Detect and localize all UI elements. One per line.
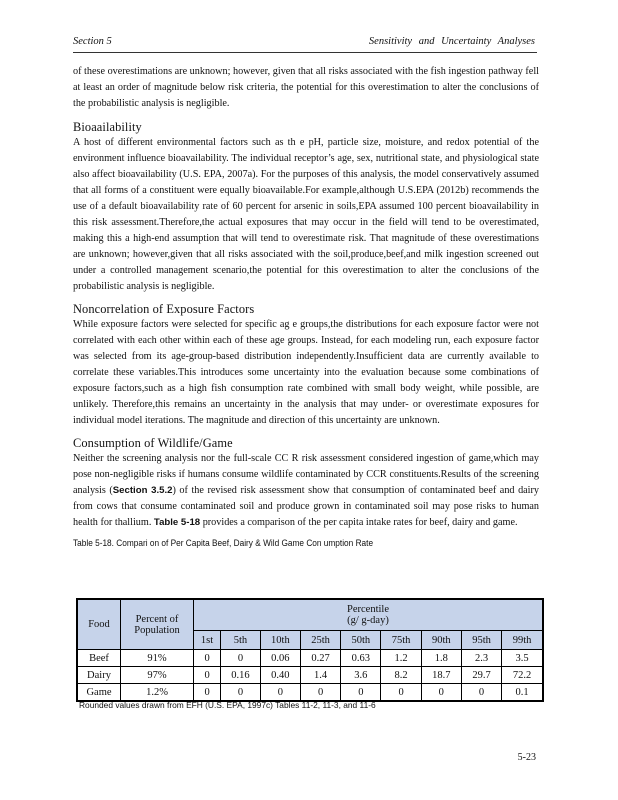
percentile-header: 5th (221, 631, 261, 650)
food-cell: Game (77, 684, 121, 702)
food-cell: Dairy (77, 667, 121, 684)
value-cell: 2.3 (461, 650, 501, 667)
value-cell: 1.4 (300, 667, 340, 684)
table-reference: Table 5-18 (153, 517, 201, 528)
food-cell: Beef (77, 650, 121, 667)
table-row (77, 667, 543, 684)
wildlife-text-b: ) of the revised risk assessment show that consumption of contaminated beef and dairy from cows that consume contaminated soil and produce grown in contaminated soil may pose risks to human health for thallium. (73, 485, 540, 528)
value-cell: 0.63 (341, 650, 381, 667)
table-caption: Table 5-18. Compari on of Per Capita Beef, Dairy & Wild Game Con umption Rate (73, 538, 374, 548)
wildlife-paragraph (73, 451, 539, 531)
value-cell: 8.2 (381, 667, 421, 684)
table-row (77, 650, 543, 667)
heading-bioavailability: Bioaailability (73, 120, 142, 134)
percentile-header: 50th (341, 631, 381, 650)
intake-rate-table (76, 598, 544, 702)
col-percentile: Percentile (347, 604, 389, 615)
value-cell: 0 (194, 667, 221, 684)
value-cell: 0 (421, 684, 461, 702)
heading-wildlife-game: Consumption of Wildlife/Game (73, 436, 233, 450)
header-rule (73, 52, 537, 53)
value-cell: 1.8 (421, 650, 461, 667)
value-cell: 0 (381, 684, 421, 702)
value-cell: 0 (221, 684, 261, 702)
value-cell: 0.06 (260, 650, 300, 667)
value-cell: 0 (194, 650, 221, 667)
percent-cell: 97% (121, 667, 194, 684)
percent-cell: 1.2% (121, 684, 194, 702)
percentile-header: 10th (260, 631, 300, 650)
section-reference: Section 3.5.2 (112, 485, 173, 496)
header-title: Sensitivity and Uncertainty Analyses (368, 36, 535, 47)
header-section: Section 5 (73, 36, 112, 47)
page-number: 5-23 (517, 752, 536, 763)
bioavailability-paragraph: A host of different environmental factors such as th e pH, particle size, moisture, and redox potential of the environment influence bioavailability. The individual receptor’s age, sex, nutritional state, and physiological state also affect bioavailability (U.S. EPA, 2007a). For the purposes of this analysis, the model conservatively assumed that all forms of a constituent were equally bioavailable.For example,although U.S.EPA (2012b) recommends the use of a default bioavailability rate of 60 percent for arsenic in soils,EPA assumed 100 percent bioavailability in this risk assessment.Therefore,the actual exposures that may occur in the field will tend to be overestimated, making this a high-end assumption that will tend to overestimate risk. That magnitude of these overestimations are unknown; however,given that all risks associated with the soil,produce,beef,and milk ingestion screened out under a controlled management scenario,the potential for this overestimation to alter the conclusions of the probabilistic analysis is negligible. (73, 137, 539, 292)
wildlife-text-c: provides a comparison of the per capita intake rates for beef, dairy and game. (202, 517, 518, 528)
table-footnote: Rounded values drawn from EFH (U.S. EPA, 1997c) Tables 11-2, 11-3, and 11-6 (79, 700, 376, 710)
col-percentile-group (194, 599, 544, 631)
page-body (73, 64, 539, 549)
value-cell: 0.40 (260, 667, 300, 684)
value-cell: 18.7 (421, 667, 461, 684)
value-cell: 3.5 (502, 650, 543, 667)
value-cell: 0 (221, 650, 261, 667)
value-cell: 0 (260, 684, 300, 702)
value-cell: 1.2 (381, 650, 421, 667)
value-cell: 0.1 (502, 684, 543, 702)
value-cell: 0 (194, 684, 221, 702)
noncorrelation-paragraph: While exposure factors were selected for specific ag e groups,the distributions for each exposure factor were not correlated with each other within each of these age groups. Instead, for each modeling run, each exposure factor was selected from its age-group-based distribution independently.Insufficient data are currently available to correlate these variables.This introduces some uncertainty into the evaluation because some combinations of exposure factors,such as a high fish consumption rate combined with small body weight, while possible, are unlikely. Therefore,this remains an uncertainty in the analysis that may under- or overestimate exposures for individual model iterations. The magnitude and direction of this uncertainty are unknown. (73, 319, 539, 426)
value-cell: 0.27 (300, 650, 340, 667)
value-cell: 0 (461, 684, 501, 702)
value-cell: 72.2 (502, 667, 543, 684)
value-cell: 3.6 (341, 667, 381, 684)
percentile-header: 99th (502, 631, 543, 650)
percent-cell: 91% (121, 650, 194, 667)
table-row (77, 684, 543, 702)
percentile-header: 1st (194, 631, 221, 650)
running-header (73, 36, 535, 50)
value-cell: 0 (300, 684, 340, 702)
heading-noncorrelation: Noncorrelation of Exposure Factors (73, 302, 255, 316)
value-cell: 0.16 (221, 667, 261, 684)
wildlife-text-a: Neither the screening analysis nor the full-scale CC R risk assessment considered ingestion of game,which may pose non-negligible risks if humans consume wildlife contaminated by CCR constituents.Results of the screening analysis ( (73, 453, 539, 496)
col-food: Food (77, 599, 121, 650)
value-cell: 0 (341, 684, 381, 702)
percentile-header: 25th (300, 631, 340, 650)
col-percent-population: Percent of Population (121, 599, 194, 650)
intro-paragraph: of these overestimations are unknown; however, given that all risks associated with the fish ingestion pathway fell at least an order of magnitude below risk criteria, the potential for this overestimation to alter the conclusions of the probabilistic analysis is negligible. (73, 66, 539, 109)
percentile-header: 75th (381, 631, 421, 650)
percentile-header: 95th (461, 631, 501, 650)
percentile-header: 90th (421, 631, 461, 650)
col-units: (g/ g-day) (347, 615, 389, 626)
value-cell: 29.7 (461, 667, 501, 684)
